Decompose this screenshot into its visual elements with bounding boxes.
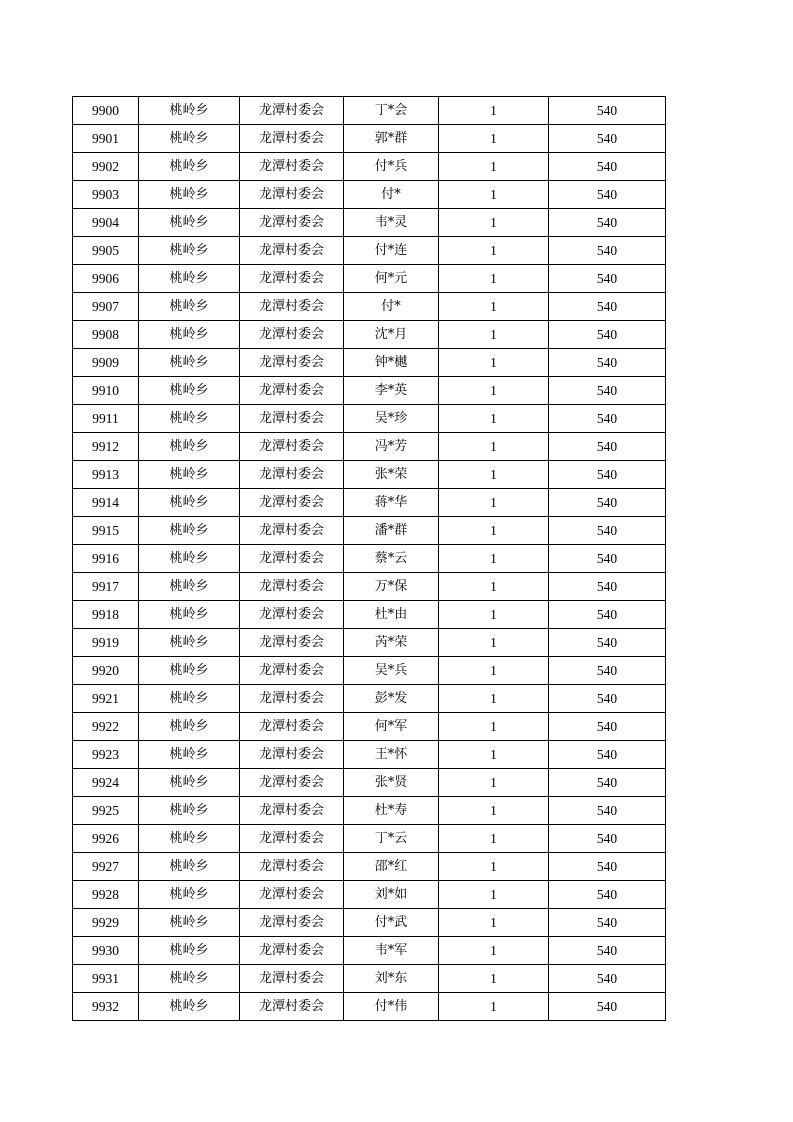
village-committee-cell: 龙潭村委会	[240, 937, 344, 965]
person-name-cell: 芮*荣	[344, 629, 439, 657]
serial-number-cell: 9901	[73, 125, 139, 153]
township-cell: 桃岭乡	[139, 853, 240, 881]
township-cell: 桃岭乡	[139, 965, 240, 993]
count-cell: 1	[439, 993, 549, 1021]
table-row	[73, 713, 666, 741]
township-cell: 桃岭乡	[139, 825, 240, 853]
count-cell: 1	[439, 181, 549, 209]
person-name-cell: 蒋*华	[344, 489, 439, 517]
amount-cell: 540	[549, 937, 666, 965]
person-name-cell: 付*	[344, 293, 439, 321]
township-cell: 桃岭乡	[139, 293, 240, 321]
person-name-cell: 何*元	[344, 265, 439, 293]
amount-cell: 540	[549, 349, 666, 377]
township-cell: 桃岭乡	[139, 321, 240, 349]
village-committee-cell: 龙潭村委会	[240, 433, 344, 461]
village-committee-cell: 龙潭村委会	[240, 293, 344, 321]
serial-number-cell: 9903	[73, 181, 139, 209]
person-name-cell: 韦*灵	[344, 209, 439, 237]
township-cell: 桃岭乡	[139, 209, 240, 237]
person-name-cell: 韦*军	[344, 937, 439, 965]
township-cell: 桃岭乡	[139, 461, 240, 489]
township-cell: 桃岭乡	[139, 97, 240, 125]
amount-cell: 540	[549, 713, 666, 741]
count-cell: 1	[439, 433, 549, 461]
serial-number-cell: 9930	[73, 937, 139, 965]
township-cell: 桃岭乡	[139, 181, 240, 209]
village-committee-cell: 龙潭村委会	[240, 657, 344, 685]
amount-cell: 540	[549, 321, 666, 349]
serial-number-cell: 9922	[73, 713, 139, 741]
village-committee-cell: 龙潭村委会	[240, 993, 344, 1021]
village-committee-cell: 龙潭村委会	[240, 349, 344, 377]
table-row	[73, 853, 666, 881]
amount-cell: 540	[549, 825, 666, 853]
amount-cell: 540	[549, 405, 666, 433]
roster-table-body	[73, 97, 666, 1021]
table-row	[73, 461, 666, 489]
township-cell: 桃岭乡	[139, 573, 240, 601]
table-row	[73, 685, 666, 713]
village-committee-cell: 龙潭村委会	[240, 377, 344, 405]
village-committee-cell: 龙潭村委会	[240, 405, 344, 433]
village-committee-cell: 龙潭村委会	[240, 825, 344, 853]
serial-number-cell: 9900	[73, 97, 139, 125]
serial-number-cell: 9905	[73, 237, 139, 265]
village-committee-cell: 龙潭村委会	[240, 545, 344, 573]
count-cell: 1	[439, 461, 549, 489]
serial-number-cell: 9913	[73, 461, 139, 489]
count-cell: 1	[439, 881, 549, 909]
serial-number-cell: 9927	[73, 853, 139, 881]
township-cell: 桃岭乡	[139, 349, 240, 377]
serial-number-cell: 9920	[73, 657, 139, 685]
township-cell: 桃岭乡	[139, 433, 240, 461]
amount-cell: 540	[549, 601, 666, 629]
person-name-cell: 丁*云	[344, 825, 439, 853]
person-name-cell: 潘*群	[344, 517, 439, 545]
township-cell: 桃岭乡	[139, 125, 240, 153]
person-name-cell: 刘*如	[344, 881, 439, 909]
amount-cell: 540	[549, 629, 666, 657]
serial-number-cell: 9909	[73, 349, 139, 377]
township-cell: 桃岭乡	[139, 993, 240, 1021]
table-row	[73, 881, 666, 909]
township-cell: 桃岭乡	[139, 153, 240, 181]
person-name-cell: 钟*樾	[344, 349, 439, 377]
person-name-cell: 吴*珍	[344, 405, 439, 433]
person-name-cell: 郭*群	[344, 125, 439, 153]
count-cell: 1	[439, 517, 549, 545]
person-name-cell: 万*保	[344, 573, 439, 601]
person-name-cell: 付*连	[344, 237, 439, 265]
township-cell: 桃岭乡	[139, 601, 240, 629]
table-row	[73, 433, 666, 461]
count-cell: 1	[439, 97, 549, 125]
serial-number-cell: 9917	[73, 573, 139, 601]
serial-number-cell: 9910	[73, 377, 139, 405]
township-cell: 桃岭乡	[139, 937, 240, 965]
amount-cell: 540	[549, 153, 666, 181]
village-committee-cell: 龙潭村委会	[240, 97, 344, 125]
amount-cell: 540	[549, 965, 666, 993]
count-cell: 1	[439, 265, 549, 293]
count-cell: 1	[439, 209, 549, 237]
amount-cell: 540	[549, 545, 666, 573]
village-committee-cell: 龙潭村委会	[240, 489, 344, 517]
person-name-cell: 杜*寿	[344, 797, 439, 825]
amount-cell: 540	[549, 685, 666, 713]
count-cell: 1	[439, 741, 549, 769]
serial-number-cell: 9914	[73, 489, 139, 517]
village-committee-cell: 龙潭村委会	[240, 209, 344, 237]
amount-cell: 540	[549, 489, 666, 517]
table-row	[73, 321, 666, 349]
count-cell: 1	[439, 405, 549, 433]
serial-number-cell: 9911	[73, 405, 139, 433]
person-name-cell: 彭*发	[344, 685, 439, 713]
amount-cell: 540	[549, 853, 666, 881]
serial-number-cell: 9908	[73, 321, 139, 349]
person-name-cell: 付*	[344, 181, 439, 209]
village-committee-cell: 龙潭村委会	[240, 713, 344, 741]
amount-cell: 540	[549, 125, 666, 153]
table-row	[73, 741, 666, 769]
count-cell: 1	[439, 237, 549, 265]
village-committee-cell: 龙潭村委会	[240, 573, 344, 601]
count-cell: 1	[439, 349, 549, 377]
amount-cell: 540	[549, 209, 666, 237]
serial-number-cell: 9912	[73, 433, 139, 461]
person-name-cell: 王*怀	[344, 741, 439, 769]
village-committee-cell: 龙潭村委会	[240, 769, 344, 797]
village-committee-cell: 龙潭村委会	[240, 629, 344, 657]
count-cell: 1	[439, 601, 549, 629]
table-row	[73, 629, 666, 657]
township-cell: 桃岭乡	[139, 797, 240, 825]
table-row	[73, 349, 666, 377]
table-row	[73, 237, 666, 265]
table-row	[73, 153, 666, 181]
person-name-cell: 丁*会	[344, 97, 439, 125]
township-cell: 桃岭乡	[139, 769, 240, 797]
serial-number-cell: 9918	[73, 601, 139, 629]
amount-cell: 540	[549, 237, 666, 265]
table-row	[73, 209, 666, 237]
township-cell: 桃岭乡	[139, 685, 240, 713]
serial-number-cell: 9907	[73, 293, 139, 321]
table-row	[73, 405, 666, 433]
village-committee-cell: 龙潭村委会	[240, 601, 344, 629]
serial-number-cell: 9924	[73, 769, 139, 797]
amount-cell: 540	[549, 433, 666, 461]
village-committee-cell: 龙潭村委会	[240, 461, 344, 489]
count-cell: 1	[439, 629, 549, 657]
amount-cell: 540	[549, 881, 666, 909]
table-row	[73, 965, 666, 993]
count-cell: 1	[439, 293, 549, 321]
person-name-cell: 冯*芳	[344, 433, 439, 461]
serial-number-cell: 9919	[73, 629, 139, 657]
village-committee-cell: 龙潭村委会	[240, 909, 344, 937]
count-cell: 1	[439, 853, 549, 881]
person-name-cell: 沈*月	[344, 321, 439, 349]
township-cell: 桃岭乡	[139, 545, 240, 573]
village-committee-cell: 龙潭村委会	[240, 881, 344, 909]
count-cell: 1	[439, 797, 549, 825]
village-committee-cell: 龙潭村委会	[240, 965, 344, 993]
table-row	[73, 489, 666, 517]
table-row	[73, 825, 666, 853]
table-row	[73, 769, 666, 797]
table-row	[73, 545, 666, 573]
amount-cell: 540	[549, 909, 666, 937]
township-cell: 桃岭乡	[139, 265, 240, 293]
village-committee-cell: 龙潭村委会	[240, 237, 344, 265]
table-row	[73, 265, 666, 293]
amount-cell: 540	[549, 573, 666, 601]
amount-cell: 540	[549, 377, 666, 405]
table-row	[73, 573, 666, 601]
amount-cell: 540	[549, 741, 666, 769]
table-row	[73, 909, 666, 937]
village-committee-cell: 龙潭村委会	[240, 685, 344, 713]
township-cell: 桃岭乡	[139, 489, 240, 517]
village-committee-cell: 龙潭村委会	[240, 265, 344, 293]
count-cell: 1	[439, 685, 549, 713]
table-row	[73, 181, 666, 209]
village-committee-cell: 龙潭村委会	[240, 153, 344, 181]
village-committee-cell: 龙潭村委会	[240, 741, 344, 769]
township-cell: 桃岭乡	[139, 657, 240, 685]
serial-number-cell: 9931	[73, 965, 139, 993]
amount-cell: 540	[549, 797, 666, 825]
table-row	[73, 97, 666, 125]
serial-number-cell: 9902	[73, 153, 139, 181]
count-cell: 1	[439, 769, 549, 797]
count-cell: 1	[439, 937, 549, 965]
count-cell: 1	[439, 545, 549, 573]
township-cell: 桃岭乡	[139, 377, 240, 405]
township-cell: 桃岭乡	[139, 517, 240, 545]
village-committee-cell: 龙潭村委会	[240, 517, 344, 545]
serial-number-cell: 9926	[73, 825, 139, 853]
amount-cell: 540	[549, 293, 666, 321]
township-cell: 桃岭乡	[139, 881, 240, 909]
count-cell: 1	[439, 965, 549, 993]
count-cell: 1	[439, 153, 549, 181]
township-cell: 桃岭乡	[139, 741, 240, 769]
serial-number-cell: 9925	[73, 797, 139, 825]
person-name-cell: 付*武	[344, 909, 439, 937]
person-name-cell: 邵*红	[344, 853, 439, 881]
township-cell: 桃岭乡	[139, 629, 240, 657]
person-name-cell: 张*贤	[344, 769, 439, 797]
table-row	[73, 601, 666, 629]
count-cell: 1	[439, 489, 549, 517]
person-name-cell: 付*兵	[344, 153, 439, 181]
township-cell: 桃岭乡	[139, 713, 240, 741]
person-name-cell: 张*荣	[344, 461, 439, 489]
amount-cell: 540	[549, 461, 666, 489]
township-cell: 桃岭乡	[139, 405, 240, 433]
village-committee-cell: 龙潭村委会	[240, 181, 344, 209]
person-name-cell: 刘*东	[344, 965, 439, 993]
table-row	[73, 517, 666, 545]
count-cell: 1	[439, 321, 549, 349]
amount-cell: 540	[549, 657, 666, 685]
table-row	[73, 937, 666, 965]
table-row	[73, 797, 666, 825]
person-name-cell: 何*军	[344, 713, 439, 741]
person-name-cell: 杜*由	[344, 601, 439, 629]
amount-cell: 540	[549, 181, 666, 209]
serial-number-cell: 9932	[73, 993, 139, 1021]
table-row	[73, 993, 666, 1021]
amount-cell: 540	[549, 265, 666, 293]
table-row	[73, 125, 666, 153]
serial-number-cell: 9904	[73, 209, 139, 237]
count-cell: 1	[439, 573, 549, 601]
count-cell: 1	[439, 825, 549, 853]
person-name-cell: 李*英	[344, 377, 439, 405]
village-committee-cell: 龙潭村委会	[240, 853, 344, 881]
serial-number-cell: 9928	[73, 881, 139, 909]
amount-cell: 540	[549, 97, 666, 125]
township-cell: 桃岭乡	[139, 909, 240, 937]
table-row	[73, 293, 666, 321]
township-cell: 桃岭乡	[139, 237, 240, 265]
serial-number-cell: 9921	[73, 685, 139, 713]
count-cell: 1	[439, 377, 549, 405]
village-committee-cell: 龙潭村委会	[240, 321, 344, 349]
roster-table	[72, 96, 666, 1021]
amount-cell: 540	[549, 517, 666, 545]
serial-number-cell: 9906	[73, 265, 139, 293]
count-cell: 1	[439, 909, 549, 937]
table-row	[73, 657, 666, 685]
count-cell: 1	[439, 125, 549, 153]
village-committee-cell: 龙潭村委会	[240, 797, 344, 825]
count-cell: 1	[439, 713, 549, 741]
serial-number-cell: 9915	[73, 517, 139, 545]
count-cell: 1	[439, 657, 549, 685]
serial-number-cell: 9929	[73, 909, 139, 937]
person-name-cell: 付*伟	[344, 993, 439, 1021]
amount-cell: 540	[549, 769, 666, 797]
serial-number-cell: 9916	[73, 545, 139, 573]
person-name-cell: 吴*兵	[344, 657, 439, 685]
table-row	[73, 377, 666, 405]
person-name-cell: 蔡*云	[344, 545, 439, 573]
amount-cell: 540	[549, 993, 666, 1021]
serial-number-cell: 9923	[73, 741, 139, 769]
village-committee-cell: 龙潭村委会	[240, 125, 344, 153]
